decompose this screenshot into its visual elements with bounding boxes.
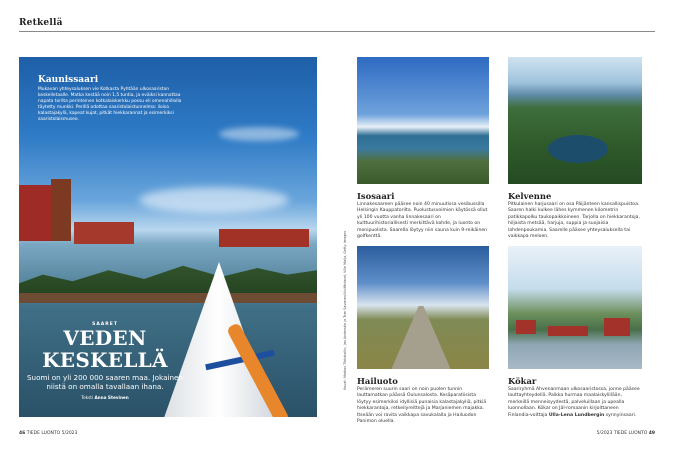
photo-kokar [508,246,642,369]
hero-caption-title: Kaunissaari [38,75,99,85]
hero-caption [38,75,183,123]
article-lead: Suomi on yli 200 000 saaren maa. Jokainen niistä on omalla tavallaan ihana. [26,373,184,392]
photo-isosaari [357,57,489,184]
block-kelvenne [508,191,641,240]
section-label: Retkellä [19,18,63,28]
block-title: Hailuoto [357,376,398,386]
footer-right: 5/2023 TIEDE LUONTO 49 [596,431,655,436]
author-credit: Teksti Anna Stevinen [81,394,129,400]
photo-credit: Kuvat: Markus Tihtokallio, Jan Andersén ja Tom Savonen/Visitfinland, Ville Malja, Getty Images [343,230,347,390]
block-hailuoto [357,376,490,425]
photo-kelvenne [508,57,642,184]
block-title: Kelvenne [508,191,552,201]
hero-caption-text: Mukavan yhteysaluksen vie Kotkasta Pyhtään ulkosaariston keskelletaalle. Matka kestää noin 1,5 tuntia, ja eväiksi kannattaa napata torilta perinteinen kotkalaiskerkku possu eli omenahillolla täytetty munkki. Perillä odottaa saaristolaistunnelma: iloisa kalastajakylä, kapeat kujat, pitkät hiekkarannat ja esimerkiksi saaristolaismuseo. [38,87,182,122]
block-text: Linnakesaareen pääsee noin 40 minuutissa vesibussilla Helsingin Kauppatorilta. Puolustusvoimien käytössä ollut yli 100 vuotta vanha linnakesaari on kulttuurihistoriallisesti merkittävä kohde, ja luonto on monipuolista. Saarella löytyy niin sauna kuin 9-reikäinen golfkenttä. [357,202,488,240]
footer-left: 46 TIEDE LUONTO 5/2023 [19,431,78,436]
article-title-block [19,322,191,400]
article-title: VEDEN KESKELLÄ [42,326,168,372]
kicker: SAARET [92,322,118,327]
block-text: Saariryhmä Ahvenanmaan ulkosaaristossa, jonne pääsee lauttayhteydellä. Paikka hurmaa maalaiskylillään, merkeillä menneisyydestä, palveluillaan ja upealla luonnollaan. Kökar on Jäl-romaanin kirjoittaneen Finlandia-voittaja Ulla-Lena Lundbergin synnyinsaari. [508,387,640,418]
block-title: Kökar [508,376,537,386]
photo-hailuoto [357,246,489,369]
block-text: Pitkulainen harjusaari on osa Päijänteen kansallispuistoa. Saaren halki kulkee lähes kymmenen kilometrin patikkapolku taukopaikkoineen. Tarjolla on hiekkarantoja, hiljaista metsää, harjuja, suppia ja suojaisia lahdenpoukamia. Saarelle pääsee yhteysaluksella tai vaikkapa meloen. [508,202,640,240]
block-isosaari [357,191,490,240]
block-kokar [508,376,641,419]
block-title: Isosaari [357,191,395,201]
header-rule [19,31,655,32]
block-text: Perämeren suurin saari on noin puolen tunnin lauttamatkan päässä Oulunsalosta. Kesäparatiisista löytyy esimerkiksi idyllisiä punaisia kalastajakyliä, pitkiä hiekkarantoja, retkeilyreittejä ja Marjaniemen majakka. Itseään voi ravita vaikkapa savukalalla ja Hailuodon Panimon oluella. [357,387,487,425]
